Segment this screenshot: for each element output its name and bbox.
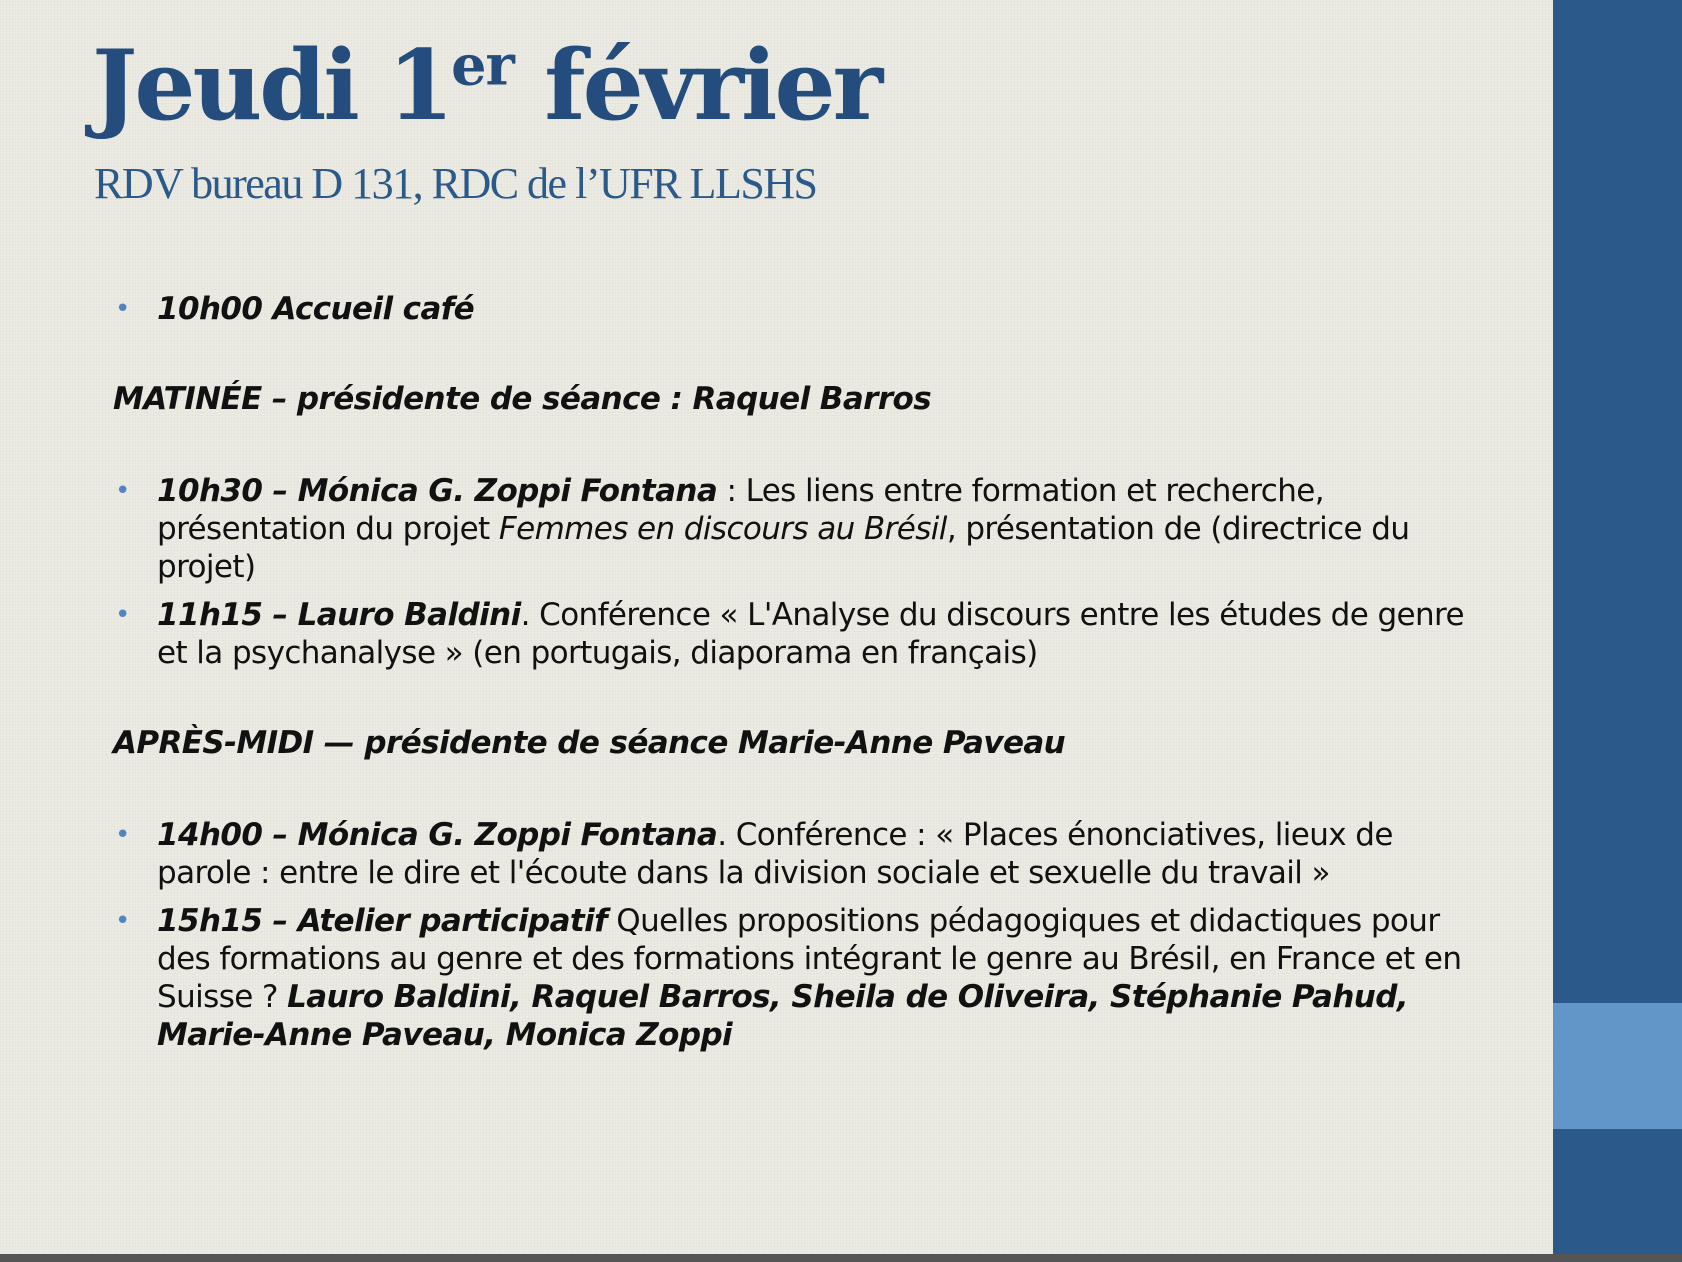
slide-title [92,29,881,142]
item-text: . Conférence « L'Analyse du discours entre les études de genre et la psychanalyse » (en portugais, diaporama en français) [157,597,1464,671]
welcome-list [113,290,1493,328]
sidebar-accent-block [1553,1003,1682,1129]
bullet-icon: • [115,294,130,324]
afternoon-heading: APRÈS-MIDI — présidente de séance Marie-Anne Paveau [113,725,1066,761]
welcome-text: 10h00 Accueil café [157,291,475,327]
title-rest: février [513,29,881,142]
item-text: Quelles propositions pédagogiques et didactiques pour des formations au genre et des formations intégrant le genre au Brésil, en France et en Suisse ? [157,903,1462,1015]
bullet-icon: • [115,476,130,506]
list-item-1515 [113,902,1493,1054]
item-text-end: , présentation de (directrice du projet) [157,511,1410,585]
bottom-bar [0,1254,1682,1262]
item-lead: 15h15 – Atelier participatif [157,903,608,939]
list-item-1115 [113,596,1493,672]
list-item-1400 [113,816,1493,892]
item-lead: 11h15 – Lauro Baldini [157,597,521,633]
title-superscript: er [451,33,514,99]
bullet-icon: • [115,600,130,630]
item-italic-title: Femmes en discours au Brésil [498,511,947,547]
item-lead: 10h30 – Mónica G. Zoppi Fontana [157,473,718,509]
item-text: . Conférence : « Places énonciatives, lieux de parole : entre le dire et l'écoute dans la division sociale et sexuelle du travail » [157,817,1393,891]
item-participants: Lauro Baldini, Raquel Barros, Sheila de Oliveira, Stéphanie Pahud, Marie-Anne Paveau, Monica Zoppi [157,979,1409,1053]
program-content [113,290,1493,1064]
slide-subtitle: RDV bureau D 131, RDC de l’UFR LLSHS [94,159,817,208]
title-main: Jeudi 1 [92,29,452,142]
morning-heading: MATINÉE – présidente de séance : Raquel Barros [113,381,932,417]
item-lead: 14h00 – Mónica G. Zoppi Fontana [157,817,718,853]
afternoon-list [113,816,1493,1054]
bullet-icon: • [115,820,130,850]
list-item-1030 [113,472,1493,586]
item-text: : Les liens entre formation et recherche, présentation du projet [157,473,1324,547]
bullet-icon: • [115,906,130,936]
list-item-welcome [113,290,1493,328]
morning-list [113,472,1493,672]
